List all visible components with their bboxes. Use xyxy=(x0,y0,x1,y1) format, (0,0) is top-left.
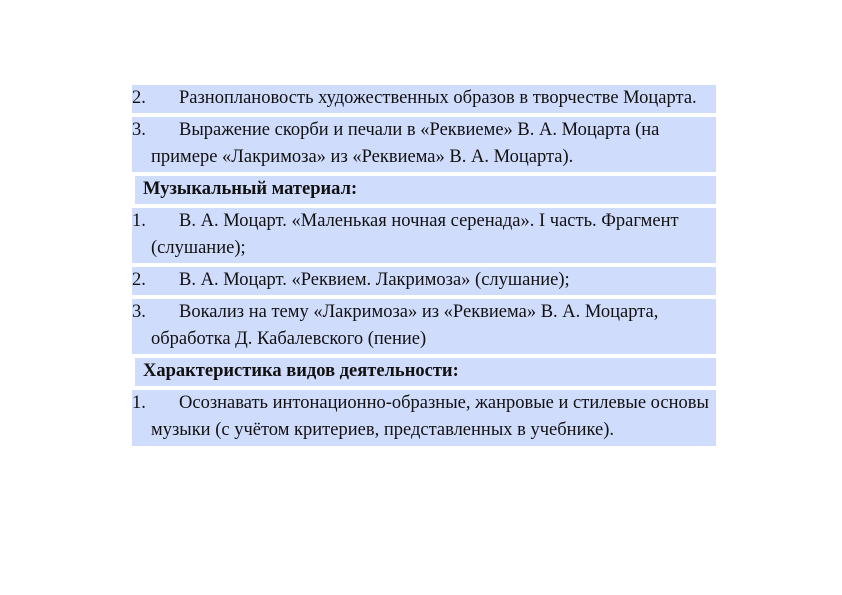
list-item-text: Выражение скорби и печали в «Реквиеме» В. А. Моцарта (на примере «Лакримоза» из «Реквиема» В. А. Моцарта). xyxy=(151,120,660,167)
document-content xyxy=(132,85,716,446)
list-item xyxy=(132,208,716,263)
list-number: 1. xyxy=(132,211,146,231)
list-number: 3. xyxy=(132,302,146,322)
list-item-text: В. А. Моцарт. «Маленькая ночная серенада». I часть. Фрагмент (слушание); xyxy=(151,211,679,258)
activities-heading: Характеристика видов деятельности: xyxy=(135,358,716,386)
list-item xyxy=(132,117,716,172)
list-item-text: Осознавать интонационно-образные, жанровые и стилевые основы музыки (с учётом критериев, представленных в учебнике). xyxy=(151,393,709,440)
list-item-text: В. А. Моцарт. «Реквием. Лакримоза» (слушание); xyxy=(179,270,570,290)
list-number: 3. xyxy=(132,120,146,140)
list-item xyxy=(132,299,716,354)
list-item-text: Разноплановость художественных образов в творчестве Моцарта. xyxy=(179,88,697,108)
list-number: 2. xyxy=(132,270,146,290)
list-item-text: Вокализ на тему «Лакримоза» из «Реквиема» В. А. Моцарта, обработка Д. Кабалевского (пение) xyxy=(151,302,659,349)
music-material-heading: Музыкальный материал: xyxy=(135,176,716,204)
list-item xyxy=(132,390,716,446)
list-number: 1. xyxy=(132,393,146,413)
list-item xyxy=(132,267,716,295)
list-number: 2. xyxy=(132,88,146,108)
list-item xyxy=(132,85,716,113)
